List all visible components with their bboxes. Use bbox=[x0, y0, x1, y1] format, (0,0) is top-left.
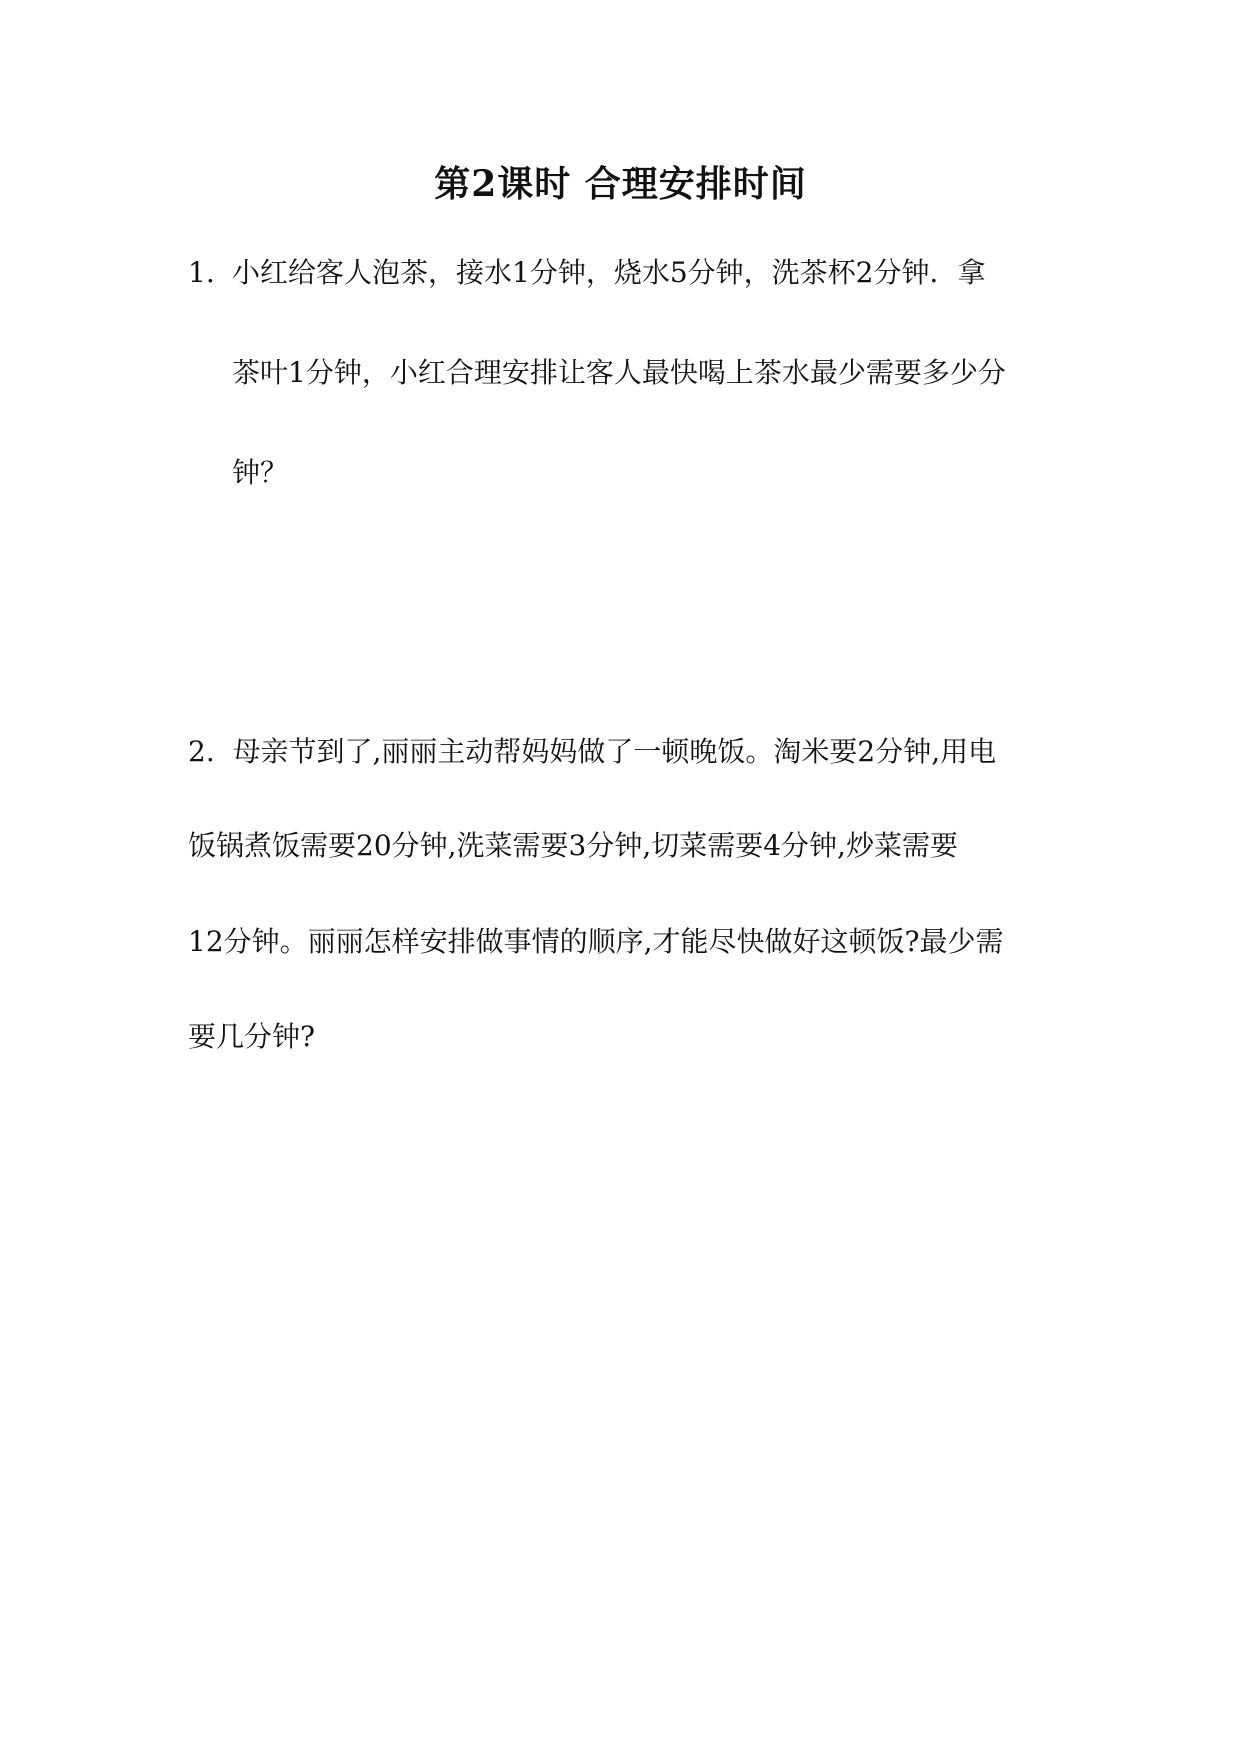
question-2-line-2: 饭锅煮饭需要20分钟,洗菜需要3分钟,切菜需要4分钟,炒菜需要 bbox=[188, 829, 958, 862]
question-2-number: 2. bbox=[188, 735, 215, 768]
page-title: 第2课时 合理安排时间 bbox=[434, 163, 807, 205]
question-2-line-1-text: 母亲节到了,丽丽主动帮妈妈做了一顿晚饭。淘米要2分钟,用电 bbox=[232, 735, 997, 768]
question-1-line-3: 钟？ bbox=[232, 456, 289, 489]
question-2-line-1 bbox=[188, 732, 996, 772]
question-2-line-4: 要几分钟? bbox=[188, 1020, 316, 1053]
question-1-line-1: 小红给客人泡茶，接水1分钟，烧水5分钟，洗茶杯2分钟．拿 bbox=[232, 256, 986, 289]
question-2-line-3: 12分钟。丽丽怎样安排做事情的顺序,才能尽快做好这顿饭?最少需 bbox=[188, 925, 1004, 958]
question-1-line-2: 茶叶1分钟，小红合理安排让客人最快喝上茶水最少需要多少分 bbox=[232, 356, 1006, 389]
question-1-number: 1. bbox=[188, 256, 215, 289]
